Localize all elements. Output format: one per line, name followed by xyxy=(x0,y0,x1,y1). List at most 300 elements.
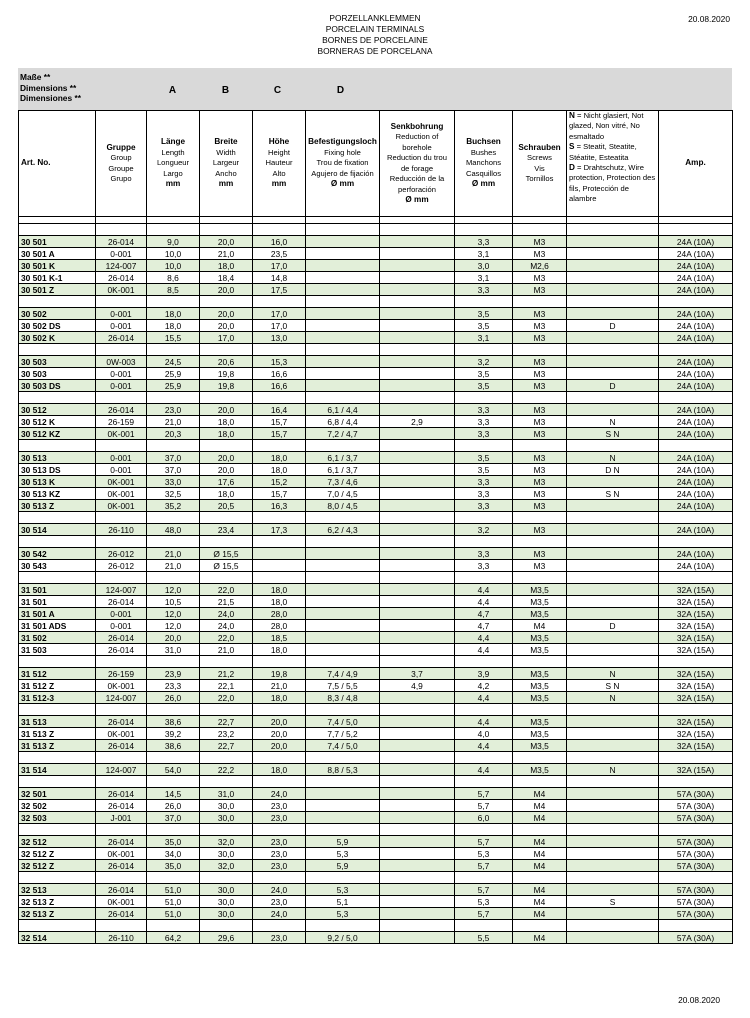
cell-width: 20,6 xyxy=(200,356,253,368)
cell-countersink xyxy=(380,356,455,368)
cell-length: 25,9 xyxy=(147,380,200,392)
spacer-cell xyxy=(455,704,513,716)
cell-length: 14,5 xyxy=(147,788,200,800)
cell-legend-code xyxy=(567,848,659,860)
spacer-row xyxy=(19,572,733,584)
cell-width: 20,0 xyxy=(200,284,253,296)
spacer-cell xyxy=(96,920,147,932)
cell-height: 17,5 xyxy=(253,284,306,296)
spacer-cell xyxy=(567,344,659,356)
cell-group: 26-012 xyxy=(96,560,147,572)
cell-bushes: 3,3 xyxy=(455,500,513,512)
cell-length: 64,2 xyxy=(147,932,200,944)
cell-art-no: 30 503 DS xyxy=(19,380,96,392)
cell-fixing-hole xyxy=(306,320,380,332)
spacer-cell xyxy=(96,824,147,836)
spacer-row xyxy=(19,776,733,788)
cell-fixing-hole: 7,0 / 4,5 xyxy=(306,488,380,500)
cell-length: 35,0 xyxy=(147,836,200,848)
spacer-cell xyxy=(659,920,733,932)
cell-length: 33,0 xyxy=(147,476,200,488)
cell-width: 22,0 xyxy=(200,584,253,596)
table-row xyxy=(19,764,733,776)
spacer-cell xyxy=(513,752,567,764)
cell-length: 48,0 xyxy=(147,524,200,536)
spacer-cell xyxy=(306,440,380,452)
cell-countersink xyxy=(380,692,455,704)
spacer-cell xyxy=(147,217,200,224)
cell-height: 28,0 xyxy=(253,620,306,632)
cell-screws: M3,5 xyxy=(513,608,567,620)
cell-group: 26-014 xyxy=(96,272,147,284)
cell-group: 0K-001 xyxy=(96,428,147,440)
cell-screws: M3 xyxy=(513,236,567,248)
cell-fixing-hole: 7,4 / 5,0 xyxy=(306,740,380,752)
spacer-cell xyxy=(96,776,147,788)
spacer-cell xyxy=(513,656,567,668)
cell-screws: M4 xyxy=(513,788,567,800)
terminals-table xyxy=(18,110,733,944)
cell-amp: 24A (10A) xyxy=(659,488,733,500)
cell-group: 0-001 xyxy=(96,608,147,620)
spacer-cell xyxy=(455,440,513,452)
cell-fixing-hole: 6,1 / 4,4 xyxy=(306,404,380,416)
cell-fixing-hole xyxy=(306,584,380,596)
spacer-cell xyxy=(567,572,659,584)
cell-amp: 24A (10A) xyxy=(659,284,733,296)
cell-height: 18,5 xyxy=(253,632,306,644)
cell-art-no: 30 513 xyxy=(19,452,96,464)
spacer-cell xyxy=(455,296,513,308)
header-screws: Schrauben Screws Vis Tornillos xyxy=(513,111,567,217)
cell-height: 23,0 xyxy=(253,932,306,944)
cell-width: 30,0 xyxy=(200,908,253,920)
cell-legend-code xyxy=(567,524,659,536)
spacer-cell xyxy=(19,704,96,716)
spacer-cell xyxy=(147,704,200,716)
spacer-cell xyxy=(19,217,96,224)
table-row xyxy=(19,416,733,428)
cell-group: 26-110 xyxy=(96,932,147,944)
cell-legend-code xyxy=(567,476,659,488)
spacer-cell xyxy=(659,752,733,764)
spacer-cell xyxy=(380,512,455,524)
spacer-cell xyxy=(253,440,306,452)
cell-width: 30,0 xyxy=(200,800,253,812)
cell-length: 9,0 xyxy=(147,236,200,248)
cell-bushes: 5,7 xyxy=(455,788,513,800)
spacer-cell xyxy=(513,704,567,716)
cell-group: 26-014 xyxy=(96,800,147,812)
cell-art-no: 31 512 xyxy=(19,668,96,680)
spacer-cell xyxy=(147,296,200,308)
table-row xyxy=(19,836,733,848)
cell-screws: M3 xyxy=(513,488,567,500)
cell-length: 39,2 xyxy=(147,728,200,740)
cell-length: 32,5 xyxy=(147,488,200,500)
cell-bushes: 5,7 xyxy=(455,800,513,812)
cell-art-no: 32 512 Z xyxy=(19,860,96,872)
table-row xyxy=(19,788,733,800)
spacer-cell xyxy=(147,572,200,584)
cell-screws: M3 xyxy=(513,368,567,380)
spacer-row xyxy=(19,512,733,524)
dimensions-label: Maße ** Dimensions ** Dimensiones ** xyxy=(20,72,81,103)
cell-group: 124-007 xyxy=(96,260,147,272)
cell-width: 17,0 xyxy=(200,332,253,344)
table-row xyxy=(19,236,733,248)
cell-screws: M3 xyxy=(513,548,567,560)
cell-group: 26-014 xyxy=(96,404,147,416)
cell-group: 26-014 xyxy=(96,716,147,728)
cell-fixing-hole xyxy=(306,620,380,632)
cell-fixing-hole xyxy=(306,284,380,296)
spacer-cell xyxy=(513,512,567,524)
cell-countersink xyxy=(380,548,455,560)
cell-art-no: 30 543 xyxy=(19,560,96,572)
cell-height: 24,0 xyxy=(253,884,306,896)
spacer-cell xyxy=(96,392,147,404)
cell-fixing-hole: 5,9 xyxy=(306,836,380,848)
cell-art-no: 30 503 xyxy=(19,368,96,380)
spacer-cell xyxy=(380,536,455,548)
spacer-cell xyxy=(513,344,567,356)
spacer-cell xyxy=(380,224,455,236)
cell-fixing-hole xyxy=(306,380,380,392)
table-row xyxy=(19,284,733,296)
cell-art-no: 30 513 KZ xyxy=(19,488,96,500)
cell-legend-code: S N xyxy=(567,488,659,500)
spacer-cell xyxy=(147,776,200,788)
cell-height: 24,0 xyxy=(253,788,306,800)
spacer-cell xyxy=(19,296,96,308)
cell-fixing-hole xyxy=(306,644,380,656)
cell-art-no: 31 502 xyxy=(19,632,96,644)
cell-countersink xyxy=(380,248,455,260)
spacer-cell xyxy=(513,296,567,308)
cell-bushes: 4,0 xyxy=(455,728,513,740)
cell-amp: 24A (10A) xyxy=(659,260,733,272)
spacer-cell xyxy=(659,217,733,224)
cell-screws: M3 xyxy=(513,416,567,428)
table-row xyxy=(19,260,733,272)
cell-legend-code xyxy=(567,332,659,344)
cell-group: 0K-001 xyxy=(96,680,147,692)
table-row xyxy=(19,428,733,440)
cell-legend-code xyxy=(567,788,659,800)
cell-height: 23,0 xyxy=(253,812,306,824)
spacer-cell xyxy=(306,704,380,716)
cell-group: 26-014 xyxy=(96,740,147,752)
cell-group: 0-001 xyxy=(96,380,147,392)
cell-width: 32,0 xyxy=(200,860,253,872)
cell-length: 15,5 xyxy=(147,332,200,344)
cell-bushes: 4,4 xyxy=(455,632,513,644)
cell-screws: M3 xyxy=(513,320,567,332)
cell-countersink xyxy=(380,524,455,536)
cell-height: 17,0 xyxy=(253,260,306,272)
cell-length: 12,0 xyxy=(147,584,200,596)
cell-width: 17,6 xyxy=(200,476,253,488)
spacer-cell xyxy=(200,776,253,788)
cell-width: 23,2 xyxy=(200,728,253,740)
cell-art-no: 30 501 A xyxy=(19,248,96,260)
spacer-cell xyxy=(455,656,513,668)
cell-screws: M3 xyxy=(513,524,567,536)
spacer-cell xyxy=(659,776,733,788)
cell-bushes: 3,3 xyxy=(455,236,513,248)
cell-legend-code: S N xyxy=(567,680,659,692)
cell-group: 0-001 xyxy=(96,368,147,380)
cell-height: 17,3 xyxy=(253,524,306,536)
cell-fixing-hole xyxy=(306,236,380,248)
spacer-cell xyxy=(380,776,455,788)
cell-fixing-hole xyxy=(306,596,380,608)
cell-width: 18,0 xyxy=(200,488,253,500)
cell-screws: M3,5 xyxy=(513,716,567,728)
spacer-cell xyxy=(306,572,380,584)
cell-legend-code xyxy=(567,548,659,560)
cell-screws: M3 xyxy=(513,464,567,476)
cell-length: 8,5 xyxy=(147,284,200,296)
spacer-row xyxy=(19,392,733,404)
cell-amp: 24A (10A) xyxy=(659,380,733,392)
cell-fixing-hole: 6,1 / 3,7 xyxy=(306,464,380,476)
spacer-cell xyxy=(253,512,306,524)
cell-art-no: 32 502 xyxy=(19,800,96,812)
cell-fixing-hole: 7,7 / 5,2 xyxy=(306,728,380,740)
cell-countersink xyxy=(380,932,455,944)
cell-countersink xyxy=(380,908,455,920)
cell-legend-code: N xyxy=(567,692,659,704)
cell-height: 23,0 xyxy=(253,836,306,848)
cell-legend-code: D xyxy=(567,320,659,332)
spacer-cell xyxy=(306,776,380,788)
cell-length: 21,0 xyxy=(147,416,200,428)
cell-legend-code xyxy=(567,740,659,752)
spacer-row xyxy=(19,217,733,224)
cell-bushes: 3,3 xyxy=(455,404,513,416)
spacer-cell xyxy=(513,920,567,932)
cell-height: 15,7 xyxy=(253,428,306,440)
spacer-cell xyxy=(253,224,306,236)
cell-art-no: 30 501 K xyxy=(19,260,96,272)
spacer-cell xyxy=(455,512,513,524)
spacer-cell xyxy=(659,536,733,548)
cell-bushes: 5,3 xyxy=(455,848,513,860)
cell-fixing-hole xyxy=(306,272,380,284)
cell-width: Ø 15,5 xyxy=(200,560,253,572)
cell-group: 26-014 xyxy=(96,884,147,896)
cell-amp: 57A (30A) xyxy=(659,896,733,908)
cell-group: 26-014 xyxy=(96,644,147,656)
title-line-es: BORNERAS DE PORCELANA xyxy=(317,46,433,56)
spacer-cell xyxy=(380,656,455,668)
spacer-cell xyxy=(455,392,513,404)
cell-screws: M3 xyxy=(513,428,567,440)
cell-screws: M3,5 xyxy=(513,596,567,608)
cell-amp: 32A (15A) xyxy=(659,764,733,776)
cell-amp: 57A (30A) xyxy=(659,860,733,872)
cell-fixing-hole: 7,5 / 5,5 xyxy=(306,680,380,692)
spacer-cell xyxy=(19,572,96,584)
table-row xyxy=(19,932,733,944)
cell-height: 18,0 xyxy=(253,692,306,704)
cell-group: 0-001 xyxy=(96,248,147,260)
cell-art-no: 32 512 xyxy=(19,836,96,848)
cell-art-no: 31 514 xyxy=(19,764,96,776)
cell-screws: M3 xyxy=(513,308,567,320)
spacer-cell xyxy=(513,572,567,584)
cell-group: 0-001 xyxy=(96,320,147,332)
cell-fixing-hole xyxy=(306,260,380,272)
table-row xyxy=(19,320,733,332)
cell-amp: 57A (30A) xyxy=(659,800,733,812)
spacer-cell xyxy=(306,656,380,668)
cell-height xyxy=(253,560,306,572)
cell-width: 22,2 xyxy=(200,764,253,776)
cell-height: 16,0 xyxy=(253,236,306,248)
spacer-cell xyxy=(147,920,200,932)
cell-length: 51,0 xyxy=(147,884,200,896)
cell-screws: M3,5 xyxy=(513,764,567,776)
cell-countersink xyxy=(380,476,455,488)
spacer-cell xyxy=(306,872,380,884)
cell-width: 20,0 xyxy=(200,236,253,248)
cell-fixing-hole xyxy=(306,812,380,824)
cell-art-no: 31 501 ADS xyxy=(19,620,96,632)
spacer-cell xyxy=(19,440,96,452)
cell-art-no: 30 512 xyxy=(19,404,96,416)
cell-group: 0-001 xyxy=(96,620,147,632)
cell-amp: 24A (10A) xyxy=(659,272,733,284)
spacer-cell xyxy=(96,512,147,524)
cell-art-no: 31 512-3 xyxy=(19,692,96,704)
cell-screws: M3,5 xyxy=(513,692,567,704)
cell-legend-code: S N xyxy=(567,428,659,440)
spacer-cell xyxy=(200,224,253,236)
cell-length: 12,0 xyxy=(147,620,200,632)
cell-group: 0K-001 xyxy=(96,500,147,512)
cell-fixing-hole: 8,0 / 4,5 xyxy=(306,500,380,512)
cell-screws: M4 xyxy=(513,800,567,812)
cell-art-no: 31 501 A xyxy=(19,608,96,620)
cell-bushes: 4,4 xyxy=(455,692,513,704)
cell-bushes: 5,5 xyxy=(455,932,513,944)
cell-amp: 24A (10A) xyxy=(659,560,733,572)
cell-legend-code: S xyxy=(567,896,659,908)
cell-countersink xyxy=(380,380,455,392)
cell-width: 18,0 xyxy=(200,416,253,428)
cell-countersink xyxy=(380,260,455,272)
cell-countersink xyxy=(380,620,455,632)
table-row xyxy=(19,272,733,284)
cell-width: 21,0 xyxy=(200,248,253,260)
spacer-cell xyxy=(200,872,253,884)
cell-countersink xyxy=(380,764,455,776)
spacer-cell xyxy=(455,824,513,836)
cell-art-no: 31 501 xyxy=(19,584,96,596)
cell-art-no: 30 501 xyxy=(19,236,96,248)
cell-legend-code xyxy=(567,884,659,896)
cell-group: 124-007 xyxy=(96,584,147,596)
cell-fixing-hole: 6,8 / 4,4 xyxy=(306,416,380,428)
spacer-cell xyxy=(147,440,200,452)
cell-amp: 24A (10A) xyxy=(659,368,733,380)
cell-length: 37,0 xyxy=(147,452,200,464)
spacer-cell xyxy=(19,392,96,404)
cell-bushes: 3,2 xyxy=(455,524,513,536)
cell-length: 18,0 xyxy=(147,308,200,320)
spacer-cell xyxy=(147,536,200,548)
spacer-cell xyxy=(253,704,306,716)
cell-bushes: 4,4 xyxy=(455,584,513,596)
spacer-cell xyxy=(306,512,380,524)
cell-width: 20,5 xyxy=(200,500,253,512)
cell-countersink xyxy=(380,860,455,872)
cell-art-no: 30 502 DS xyxy=(19,320,96,332)
spacer-cell xyxy=(567,512,659,524)
spacer-cell xyxy=(567,440,659,452)
cell-length: 54,0 xyxy=(147,764,200,776)
cell-fixing-hole: 5,3 xyxy=(306,884,380,896)
cell-amp: 24A (10A) xyxy=(659,476,733,488)
spacer-cell xyxy=(253,572,306,584)
cell-bushes: 3,5 xyxy=(455,380,513,392)
header-fixing-hole: Befestigungsloch Fixing hole Trou de fixation Agujero de fijación Ø mm xyxy=(306,111,380,217)
cell-height: 20,0 xyxy=(253,716,306,728)
spacer-cell xyxy=(253,824,306,836)
cell-width: 18,0 xyxy=(200,428,253,440)
spacer-cell xyxy=(567,296,659,308)
cell-screws: M4 xyxy=(513,908,567,920)
cell-bushes: 4,4 xyxy=(455,644,513,656)
cell-amp: 24A (10A) xyxy=(659,548,733,560)
cell-countersink xyxy=(380,452,455,464)
cell-art-no: 30 502 xyxy=(19,308,96,320)
cell-legend-code xyxy=(567,500,659,512)
table-row xyxy=(19,668,733,680)
cell-width: 22,7 xyxy=(200,740,253,752)
cell-legend-code xyxy=(567,800,659,812)
spacer-cell xyxy=(513,536,567,548)
cell-bushes: 3,5 xyxy=(455,464,513,476)
cell-fixing-hole: 7,4 / 5,0 xyxy=(306,716,380,728)
cell-amp: 57A (30A) xyxy=(659,932,733,944)
spacer-cell xyxy=(659,572,733,584)
dim-letter-c: C xyxy=(273,85,282,96)
cell-height: 18,0 xyxy=(253,464,306,476)
header-row xyxy=(19,111,733,217)
cell-group: 0K-001 xyxy=(96,284,147,296)
spacer-cell xyxy=(19,536,96,548)
spacer-cell xyxy=(200,752,253,764)
cell-art-no: 32 513 Z xyxy=(19,896,96,908)
spacer-row xyxy=(19,296,733,308)
spacer-cell xyxy=(96,224,147,236)
spacer-row xyxy=(19,344,733,356)
cell-bushes: 3,3 xyxy=(455,428,513,440)
cell-bushes: 3,3 xyxy=(455,488,513,500)
cell-width: 20,0 xyxy=(200,404,253,416)
spacer-cell xyxy=(567,656,659,668)
cell-height: 20,0 xyxy=(253,728,306,740)
cell-length: 24,5 xyxy=(147,356,200,368)
cell-bushes: 3,5 xyxy=(455,452,513,464)
cell-group: 0-001 xyxy=(96,464,147,476)
cell-length: 18,0 xyxy=(147,320,200,332)
header-group: Gruppe Group Groupe Grupo xyxy=(96,111,147,217)
